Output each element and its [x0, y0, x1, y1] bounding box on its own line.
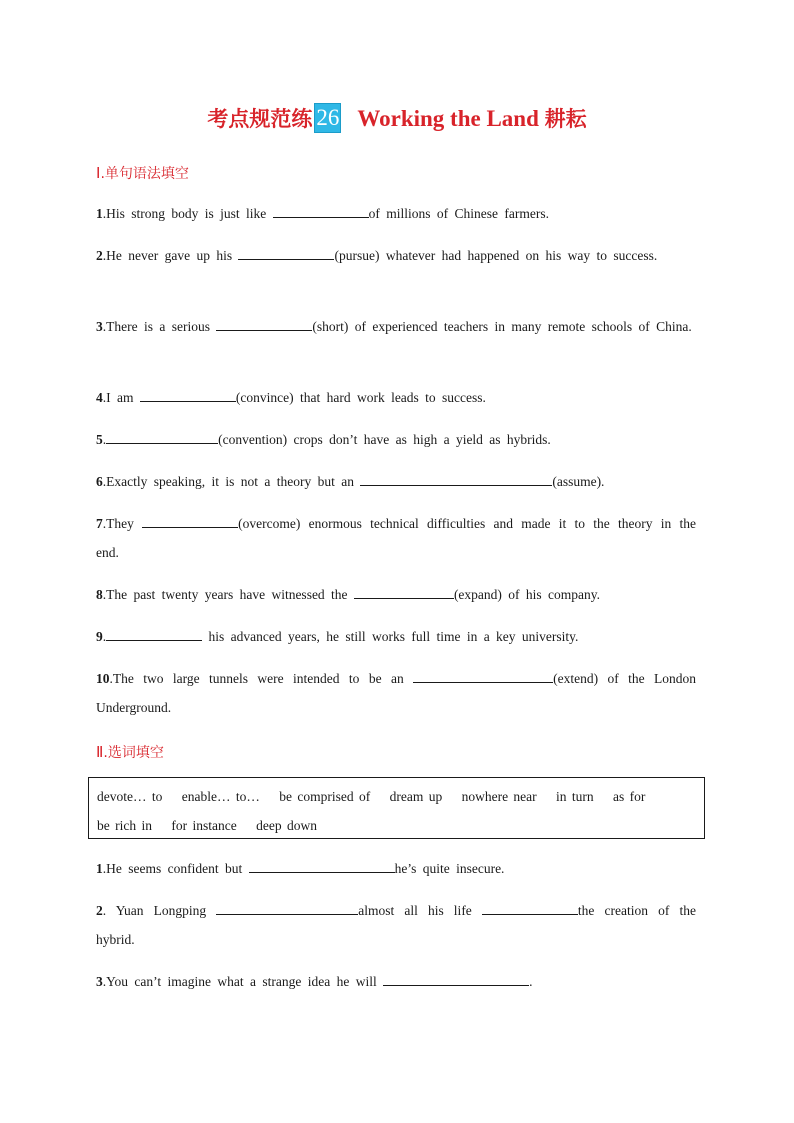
question-1-3: 3.There is a serious (short) of experienced teachers in many remote schools of China. [96, 313, 696, 342]
answer-blank[interactable] [106, 626, 202, 641]
question-1-9: 9. his advanced years, he still works full time in a key university. [96, 623, 696, 652]
answer-blank[interactable] [413, 668, 553, 683]
question-2-1: 1.He seems confident but he’s quite insecure. [96, 855, 696, 884]
section-heading-2: Ⅱ.选词填空 [96, 745, 164, 761]
question-1-5: 5. (convention) crops don’t have as high a yield as hybrids. [96, 426, 696, 455]
phrase-item: deep down [256, 817, 317, 833]
question-1-6: 6.Exactly speaking, it is not a theory but an (assume). [96, 468, 696, 497]
question-1-1: 1.His strong body is just like of millions of Chinese farmers. [96, 200, 696, 229]
question-1-7: 7.They (overcome) enormous technical difficulties and made it to the theory in the end. [96, 510, 696, 567]
phrase-item: dream up [389, 789, 443, 804]
title-english: Working the Land [357, 106, 539, 131]
question-2-3: 3.You can’t imagine what a strange idea he will . [96, 968, 696, 997]
phrase-item: as for [613, 789, 646, 804]
phrase-item: nowhere near [461, 789, 537, 804]
question-1-2: 2.He never gave up his (pursue) whatever had happened on his way to success. [96, 242, 696, 271]
title-chinese: 耕耘 [544, 107, 587, 131]
question-1-4: 4.I am (convince) that hard work leads to success. [96, 384, 696, 413]
answer-blank[interactable] [482, 900, 578, 915]
answer-blank[interactable] [273, 203, 369, 218]
phrase-item: be rich in [97, 817, 152, 833]
question-1-8: 8.The past twenty years have witnessed the (expand) of his company. [96, 581, 696, 610]
answer-blank[interactable] [140, 387, 236, 402]
phrase-item: enable… to… [181, 789, 260, 804]
question-2-2: 2. Yuan Longping almost all his life the creation of the hybrid. [96, 897, 696, 954]
answer-blank[interactable] [216, 900, 358, 915]
section-heading-1: Ⅰ.单句语法填空 [96, 166, 189, 182]
phrase-item: be comprised of [279, 789, 371, 804]
answer-blank[interactable] [354, 584, 454, 599]
answer-blank[interactable] [383, 971, 529, 986]
page-title [0, 103, 794, 136]
phrase-bank-box [88, 777, 705, 839]
answer-blank[interactable] [106, 429, 218, 444]
title-prefix: 考点规范练 [207, 107, 313, 131]
answer-blank[interactable] [142, 513, 238, 528]
answer-blank[interactable] [216, 316, 312, 331]
answer-blank[interactable] [238, 245, 334, 260]
title-number-badge: 26 [314, 103, 341, 133]
phrase-item: devote… to [97, 789, 163, 804]
phrase-item: for instance [171, 817, 237, 833]
phrase-item: in turn [556, 789, 594, 804]
answer-blank[interactable] [360, 471, 552, 486]
question-1-10: 10.The two large tunnels were intended to be an (extend) of the London Underground. [96, 665, 696, 722]
answer-blank[interactable] [249, 858, 395, 873]
